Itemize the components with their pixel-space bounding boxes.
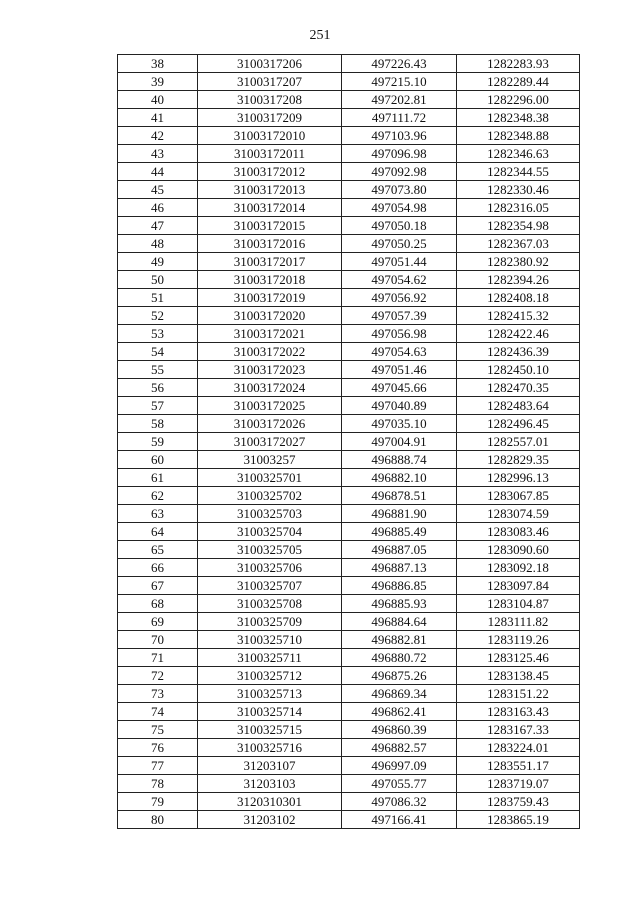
table-row [118, 289, 580, 307]
table-row [118, 631, 580, 649]
y-coordinate-cell: 1283083.46 [457, 523, 580, 541]
y-coordinate-cell: 1283759.43 [457, 793, 580, 811]
point-id-cell: 31003172024 [198, 379, 342, 397]
point-id-cell: 3100325714 [198, 703, 342, 721]
row-number-cell: 41 [118, 109, 198, 127]
y-coordinate-cell: 1282344.55 [457, 163, 580, 181]
y-coordinate-cell: 1282380.92 [457, 253, 580, 271]
y-coordinate-cell: 1283151.22 [457, 685, 580, 703]
point-id-cell: 3100317206 [198, 55, 342, 73]
table-row [118, 361, 580, 379]
point-id-cell: 3100325711 [198, 649, 342, 667]
point-id-cell: 31003172022 [198, 343, 342, 361]
x-coordinate-cell: 497111.72 [342, 109, 457, 127]
row-number-cell: 60 [118, 451, 198, 469]
point-id-cell: 31003172015 [198, 217, 342, 235]
point-id-cell: 31003172013 [198, 181, 342, 199]
y-coordinate-cell: 1282483.64 [457, 397, 580, 415]
table-row [118, 757, 580, 775]
x-coordinate-cell: 497056.98 [342, 325, 457, 343]
x-coordinate-cell: 497040.89 [342, 397, 457, 415]
page-number: 251 [309, 28, 331, 43]
x-coordinate-cell: 497226.43 [342, 55, 457, 73]
table-row [118, 667, 580, 685]
table-row [118, 109, 580, 127]
row-number-cell: 75 [118, 721, 198, 739]
y-coordinate-cell: 1283163.43 [457, 703, 580, 721]
table-row [118, 613, 580, 631]
y-coordinate-cell: 1282348.88 [457, 127, 580, 145]
y-coordinate-cell: 1283097.84 [457, 577, 580, 595]
x-coordinate-cell: 496882.10 [342, 469, 457, 487]
y-coordinate-cell: 1282348.38 [457, 109, 580, 127]
row-number-cell: 54 [118, 343, 198, 361]
row-number-cell: 68 [118, 595, 198, 613]
table-row [118, 145, 580, 163]
row-number-cell: 48 [118, 235, 198, 253]
row-number-cell: 51 [118, 289, 198, 307]
x-coordinate-cell: 497054.98 [342, 199, 457, 217]
row-number-cell: 61 [118, 469, 198, 487]
table-row [118, 595, 580, 613]
y-coordinate-cell: 1282330.46 [457, 181, 580, 199]
row-number-cell: 78 [118, 775, 198, 793]
y-coordinate-cell: 1282422.46 [457, 325, 580, 343]
x-coordinate-cell: 497202.81 [342, 91, 457, 109]
y-coordinate-cell: 1282316.05 [457, 199, 580, 217]
row-number-cell: 72 [118, 667, 198, 685]
point-id-cell: 31003172014 [198, 199, 342, 217]
x-coordinate-cell: 496882.57 [342, 739, 457, 757]
x-coordinate-cell: 497056.92 [342, 289, 457, 307]
point-id-cell: 3100325706 [198, 559, 342, 577]
coordinates-table [117, 54, 580, 829]
point-id-cell: 3100325709 [198, 613, 342, 631]
y-coordinate-cell: 1282354.98 [457, 217, 580, 235]
table-row [118, 325, 580, 343]
point-id-cell: 31203103 [198, 775, 342, 793]
table-row [118, 127, 580, 145]
y-coordinate-cell: 1283090.60 [457, 541, 580, 559]
table-row [118, 721, 580, 739]
point-id-cell: 31003172017 [198, 253, 342, 271]
row-number-cell: 69 [118, 613, 198, 631]
row-number-cell: 43 [118, 145, 198, 163]
x-coordinate-cell: 497045.66 [342, 379, 457, 397]
y-coordinate-cell: 1282283.93 [457, 55, 580, 73]
point-id-cell: 3100325716 [198, 739, 342, 757]
point-id-cell: 3100325703 [198, 505, 342, 523]
y-coordinate-cell: 1283104.87 [457, 595, 580, 613]
x-coordinate-cell: 496882.81 [342, 631, 457, 649]
x-coordinate-cell: 497051.44 [342, 253, 457, 271]
point-id-cell: 3100325705 [198, 541, 342, 559]
x-coordinate-cell: 496860.39 [342, 721, 457, 739]
x-coordinate-cell: 497035.10 [342, 415, 457, 433]
y-coordinate-cell: 1282289.44 [457, 73, 580, 91]
y-coordinate-cell: 1283074.59 [457, 505, 580, 523]
row-number-cell: 66 [118, 559, 198, 577]
point-id-cell: 3120310301 [198, 793, 342, 811]
y-coordinate-cell: 1283138.45 [457, 667, 580, 685]
row-number-cell: 80 [118, 811, 198, 829]
x-coordinate-cell: 496881.90 [342, 505, 457, 523]
row-number-cell: 44 [118, 163, 198, 181]
point-id-cell: 3100325701 [198, 469, 342, 487]
table-row [118, 163, 580, 181]
table-row [118, 271, 580, 289]
row-number-cell: 58 [118, 415, 198, 433]
y-coordinate-cell: 1282367.03 [457, 235, 580, 253]
y-coordinate-cell: 1283167.33 [457, 721, 580, 739]
point-id-cell: 31003172018 [198, 271, 342, 289]
table-row [118, 487, 580, 505]
point-id-cell: 31003172012 [198, 163, 342, 181]
row-number-cell: 42 [118, 127, 198, 145]
x-coordinate-cell: 497054.63 [342, 343, 457, 361]
y-coordinate-cell: 1282829.35 [457, 451, 580, 469]
x-coordinate-cell: 497215.10 [342, 73, 457, 91]
x-coordinate-cell: 497092.98 [342, 163, 457, 181]
y-coordinate-cell: 1282415.32 [457, 307, 580, 325]
y-coordinate-cell: 1282996.13 [457, 469, 580, 487]
table-row [118, 73, 580, 91]
x-coordinate-cell: 496869.34 [342, 685, 457, 703]
x-coordinate-cell: 496862.41 [342, 703, 457, 721]
row-number-cell: 55 [118, 361, 198, 379]
table-row [118, 415, 580, 433]
row-number-cell: 40 [118, 91, 198, 109]
point-id-cell: 3100325704 [198, 523, 342, 541]
y-coordinate-cell: 1282496.45 [457, 415, 580, 433]
point-id-cell: 31203102 [198, 811, 342, 829]
table-row [118, 307, 580, 325]
row-number-cell: 57 [118, 397, 198, 415]
x-coordinate-cell: 497050.18 [342, 217, 457, 235]
point-id-cell: 31003257 [198, 451, 342, 469]
x-coordinate-cell: 497103.96 [342, 127, 457, 145]
point-id-cell: 31003172025 [198, 397, 342, 415]
x-coordinate-cell: 497096.98 [342, 145, 457, 163]
point-id-cell: 31003172027 [198, 433, 342, 451]
y-coordinate-cell: 1282450.10 [457, 361, 580, 379]
point-id-cell: 31003172019 [198, 289, 342, 307]
x-coordinate-cell: 496885.49 [342, 523, 457, 541]
y-coordinate-cell: 1283092.18 [457, 559, 580, 577]
table-row [118, 343, 580, 361]
table-row [118, 253, 580, 271]
point-id-cell: 3100317208 [198, 91, 342, 109]
table-row [118, 505, 580, 523]
x-coordinate-cell: 497073.80 [342, 181, 457, 199]
row-number-cell: 59 [118, 433, 198, 451]
x-coordinate-cell: 497086.32 [342, 793, 457, 811]
point-id-cell: 31003172020 [198, 307, 342, 325]
y-coordinate-cell: 1283224.01 [457, 739, 580, 757]
row-number-cell: 47 [118, 217, 198, 235]
row-number-cell: 67 [118, 577, 198, 595]
y-coordinate-cell: 1282346.63 [457, 145, 580, 163]
table-row [118, 703, 580, 721]
point-id-cell: 31003172023 [198, 361, 342, 379]
y-coordinate-cell: 1283067.85 [457, 487, 580, 505]
table-row [118, 649, 580, 667]
x-coordinate-cell: 496997.09 [342, 757, 457, 775]
point-id-cell: 31003172016 [198, 235, 342, 253]
x-coordinate-cell: 497057.39 [342, 307, 457, 325]
table-row [118, 523, 580, 541]
row-number-cell: 74 [118, 703, 198, 721]
table-row [118, 775, 580, 793]
row-number-cell: 63 [118, 505, 198, 523]
point-id-cell: 31003172010 [198, 127, 342, 145]
point-id-cell: 3100325710 [198, 631, 342, 649]
row-number-cell: 49 [118, 253, 198, 271]
table-row [118, 91, 580, 109]
x-coordinate-cell: 497054.62 [342, 271, 457, 289]
row-number-cell: 46 [118, 199, 198, 217]
table-row [118, 181, 580, 199]
point-id-cell: 3100325715 [198, 721, 342, 739]
row-number-cell: 73 [118, 685, 198, 703]
x-coordinate-cell: 497166.41 [342, 811, 457, 829]
row-number-cell: 50 [118, 271, 198, 289]
table-row [118, 433, 580, 451]
point-id-cell: 3100325708 [198, 595, 342, 613]
table-row [118, 739, 580, 757]
point-id-cell: 3100325712 [198, 667, 342, 685]
table-row [118, 541, 580, 559]
x-coordinate-cell: 497004.91 [342, 433, 457, 451]
coordinates-table-body [118, 55, 580, 829]
y-coordinate-cell: 1283865.19 [457, 811, 580, 829]
table-row [118, 577, 580, 595]
row-number-cell: 65 [118, 541, 198, 559]
x-coordinate-cell: 496878.51 [342, 487, 457, 505]
table-row [118, 199, 580, 217]
table-row [118, 685, 580, 703]
y-coordinate-cell: 1283111.82 [457, 613, 580, 631]
row-number-cell: 62 [118, 487, 198, 505]
table-row [118, 811, 580, 829]
x-coordinate-cell: 496880.72 [342, 649, 457, 667]
table-row [118, 397, 580, 415]
table-row [118, 217, 580, 235]
x-coordinate-cell: 496875.26 [342, 667, 457, 685]
table-row [118, 793, 580, 811]
row-number-cell: 77 [118, 757, 198, 775]
point-id-cell: 3100325707 [198, 577, 342, 595]
table-row [118, 469, 580, 487]
point-id-cell: 3100325713 [198, 685, 342, 703]
y-coordinate-cell: 1282394.26 [457, 271, 580, 289]
point-id-cell: 31003172026 [198, 415, 342, 433]
table-row [118, 55, 580, 73]
row-number-cell: 38 [118, 55, 198, 73]
x-coordinate-cell: 497055.77 [342, 775, 457, 793]
x-coordinate-cell: 496886.85 [342, 577, 457, 595]
table-row [118, 559, 580, 577]
y-coordinate-cell: 1283125.46 [457, 649, 580, 667]
row-number-cell: 53 [118, 325, 198, 343]
row-number-cell: 52 [118, 307, 198, 325]
point-id-cell: 31003172021 [198, 325, 342, 343]
row-number-cell: 76 [118, 739, 198, 757]
table-row [118, 235, 580, 253]
x-coordinate-cell: 497050.25 [342, 235, 457, 253]
y-coordinate-cell: 1282296.00 [457, 91, 580, 109]
y-coordinate-cell: 1282408.18 [457, 289, 580, 307]
row-number-cell: 39 [118, 73, 198, 91]
row-number-cell: 79 [118, 793, 198, 811]
point-id-cell: 3100317209 [198, 109, 342, 127]
row-number-cell: 71 [118, 649, 198, 667]
y-coordinate-cell: 1282557.01 [457, 433, 580, 451]
y-coordinate-cell: 1282470.35 [457, 379, 580, 397]
row-number-cell: 56 [118, 379, 198, 397]
x-coordinate-cell: 496885.93 [342, 595, 457, 613]
x-coordinate-cell: 496887.13 [342, 559, 457, 577]
point-id-cell: 3100325702 [198, 487, 342, 505]
y-coordinate-cell: 1283551.17 [457, 757, 580, 775]
row-number-cell: 64 [118, 523, 198, 541]
x-coordinate-cell: 496888.74 [342, 451, 457, 469]
x-coordinate-cell: 496884.64 [342, 613, 457, 631]
x-coordinate-cell: 497051.46 [342, 361, 457, 379]
point-id-cell: 3100317207 [198, 73, 342, 91]
x-coordinate-cell: 496887.05 [342, 541, 457, 559]
point-id-cell: 31003172011 [198, 145, 342, 163]
row-number-cell: 70 [118, 631, 198, 649]
y-coordinate-cell: 1283119.26 [457, 631, 580, 649]
y-coordinate-cell: 1283719.07 [457, 775, 580, 793]
point-id-cell: 31203107 [198, 757, 342, 775]
table-row [118, 451, 580, 469]
table-row [118, 379, 580, 397]
row-number-cell: 45 [118, 181, 198, 199]
y-coordinate-cell: 1282436.39 [457, 343, 580, 361]
